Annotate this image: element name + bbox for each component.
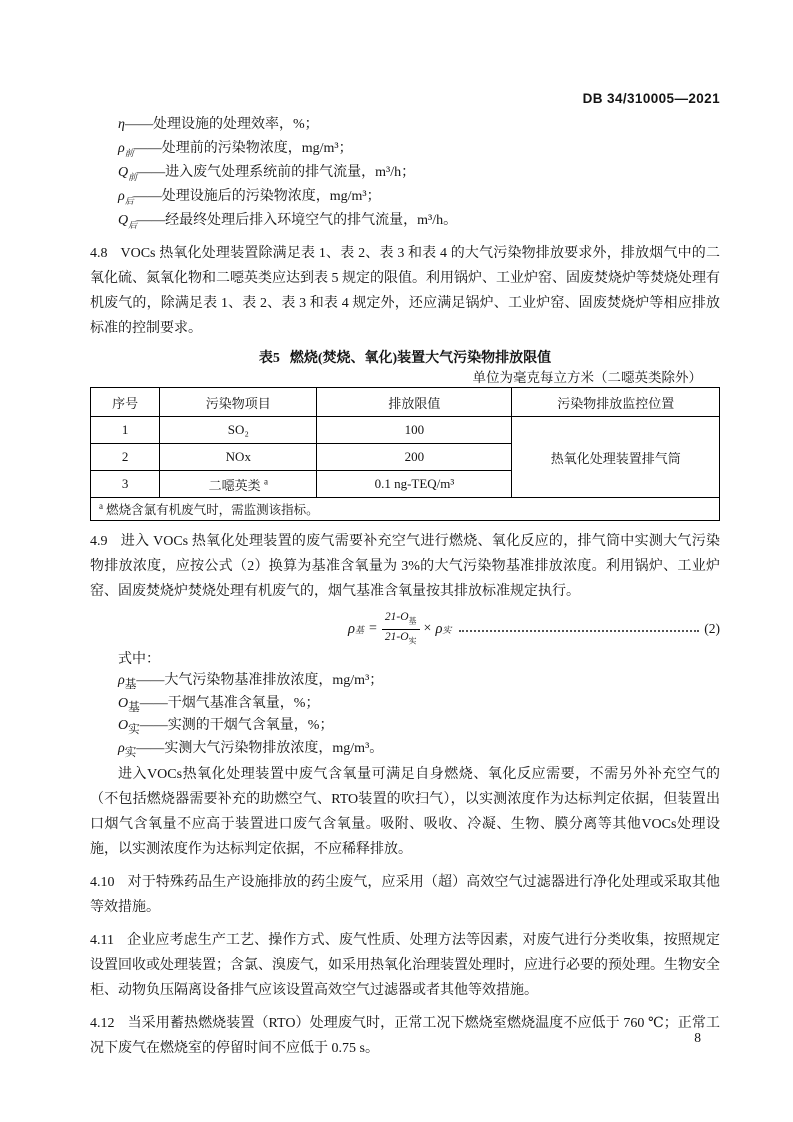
page-number: 8 [694,1030,701,1045]
section-4-8 [90,241,720,341]
table-header-row [91,388,720,417]
symbol-desc: ——实测大气污染物排放浓度，mg/m³。 [136,740,384,756]
symbol-line-eta [118,113,720,137]
section-text: VOCs 热氧化处理装置除满足表 1、表 2、表 3 和表 4 的大气污染物排放要求外，排放烟气中的二氧化硫、氮氧化物和二噁英类应达到表 5 规定的限值。利用锅炉、工业炉窑、固废焚烧炉等焚烧处理有机废气的，除满足表 1、表 2、表 3 和表 4 规定外，还应满足锅炉、工业炉窑、固废焚烧炉等相应排放标准的控制要求。 [90,246,720,336]
emission-limits-table [90,387,720,521]
symbol-desc: ——处理设施的处理效率，%； [124,117,319,132]
section-4-10 [90,870,720,920]
section-4-11 [90,928,720,1003]
section-number: 4.8 [90,246,108,261]
section-number: 4.9 [90,534,108,549]
symbol-desc: ——干烟气基准含氧量，%； [139,695,320,711]
symbol-line-q-in: $Q_前——$进入废气处理系统前的排气流量，m³/h； [118,165,416,182]
cell-monitor-position: 热氧化处理装置排气筒 [512,417,720,498]
section-4-12 [90,1011,720,1061]
section-number: 4.12 [90,1016,115,1031]
table5-label: 表5 [258,351,280,366]
symbol-rho-actual: ρ [118,740,125,756]
cell-index: 3 [91,471,160,498]
where-line-o-base: $O_基——$干烟气基准含氧量，%； [118,695,320,714]
formula-2: ρ 基 = $\frac{21-O_基}{21-O_实}$ × ρ 实 (2) [90,610,720,648]
col-header-pollutant: 污染物项目 [160,388,317,417]
where-line-rho-actual: $\rho_实——$实测大气污染物排放浓度，mg/m³。 [118,740,384,759]
table5-unit-note: 单位为毫克每立方米（二噁英类除外） [472,370,702,385]
cell-pollutant: 二噁英类 $^a$ [160,471,317,498]
symbol-rho-in: ρ [118,141,125,156]
section-number: 4.11 [90,933,114,948]
footnote-ref: a [263,476,268,487]
symbol-desc: ——实测的干烟气含氧量，%； [139,718,334,733]
section-text: 企业应考虑生产工艺、操作方式、废气性质、处理方法等因素，对废气进行分类收集，按照规定设置回收或处理装置；含氯、溴废气，如采用热氧化治理装置处理时，应进行必要的预处理。生物安全柜、动物负压隔离设备排气应该设置高效空气过滤器或者其他等效措施。 [90,933,720,998]
paragraph-oxygen-content: 进入VOCs热氧化处理装置中废气含氧量可满足自身燃烧、氧化反应需要，不需另外补充空气的（不包括燃烧器需要补充的助燃空气、RTO装置的吹扫气），以实测浓度作为达标判定依据，但装置出口烟气含氧量不应高于装置进口废气含氧量。吸附、吸收、冷凝、生物、膜分离等其他VOCs处理设施，以实测浓度作为达标判定依据，不应稀释排放。 [90,767,720,857]
section-text: 对于特殊药品生产设施排放的药尘废气，应采用（超）高效空气过滤器进行净化处理或采取其他等效措施。 [90,875,720,915]
cell-pollutant: SO₂ [160,417,317,444]
formula-fraction [382,610,420,648]
equals-sign: = [368,621,377,636]
symbol-line-rho-in: $\rho_前——$处理前的污染物浓度，mg/m³； [118,141,353,158]
section-text: 当采用蓄热燃烧装置（RTO）处理废气时，正常工况下燃烧室燃烧温度不应低于 760 ℃；正常工况下废气在燃烧室的停留时间不应低于 0.75 s。 [90,1016,720,1056]
cell-index: 2 [91,444,160,471]
multiply-sign: × [423,621,432,636]
symbol-desc: ——大气污染物基准排放浓度，mg/m³； [136,673,384,688]
table-row [91,417,720,444]
dotted-leader [459,629,699,632]
table5-title: 燃烧(焚烧、氧化)装置大气污染物排放限值 [289,351,552,366]
symbol-rho-out: ρ [118,189,125,204]
fraction-denominator: $21-O_实$ [384,630,417,645]
table5-caption [90,349,720,369]
symbol-eta: η [118,117,125,132]
symbol-q-out: Q [118,213,129,228]
formula-rhs: ρ [435,620,443,637]
formula-lhs: ρ [348,620,355,637]
cell-limit: 100 [317,417,512,444]
col-header-index: 序号 [91,388,160,417]
symbol-desc: ——进入废气处理系统前的排气流量，m³/h； [137,165,416,180]
table-footnote [91,498,720,521]
where-label: 式中： [118,652,160,667]
symbol-o-actual: O [118,718,129,733]
section-text: 进入 VOCs 热氧化处理装置的废气需要补充空气进行燃烧、氧化反应的，排气筒中实测大气污染物排放浓度，应按公式（2）换算为基准含氧量为 3%的大气污染物基准排放浓度。利用锅炉、工业炉窑、固废焚烧炉焚烧处理有机废气的，烟气基准含氧量按其排放标准规定执行。 [90,534,720,599]
symbol-q-in: Q [118,165,129,180]
where-line-rho-base: $\rho_基——$大气污染物基准排放浓度，mg/m³； [118,673,384,691]
col-header-limit: 排放限值 [317,388,512,417]
symbol-rho-base: ρ [118,673,125,688]
symbol-line-rho-out: $\rho_后——$处理设施后的污染物浓度，mg/m³； [118,189,381,206]
symbol-o-base: O [118,695,129,711]
cell-pollutant: NOx [160,444,317,471]
cell-limit: 0.1 ng-TEQ/m³ [317,471,512,498]
footnote-marker: a [99,500,103,511]
cell-limit: 200 [317,444,512,471]
footnote-text: 燃烧含氯有机废气时，需监测该指标。 [106,503,319,517]
cell-index: 1 [91,417,160,444]
section-number: 4.10 [90,875,115,890]
symbol-desc: ——处理设施后的污染物浓度，mg/m³； [133,189,381,204]
symbol-line-q-out: $Q_后——$经最终处理后排入环境空气的排气流量，m³/h。 [118,213,458,230]
symbol-desc: ——经最终处理后排入环境空气的排气流量，m³/h。 [137,213,458,228]
table-footnote-row [91,498,720,521]
where-line-o-actual: $O_实——$实测的干烟气含氧量，%； [118,718,334,736]
doc-number: DB 34/310005—2021 [582,91,720,106]
symbol-desc: ——处理前的污染物浓度，mg/m³； [133,141,353,156]
equation-number: (2) [704,621,720,636]
col-header-monitor-position: 污染物排放监控位置 [512,388,720,417]
formula-symbol-list [118,670,720,760]
fraction-numerator: $21-O_基$ [382,610,420,629]
section-4-9 [90,529,720,604]
symbol-definition-list [118,113,720,233]
